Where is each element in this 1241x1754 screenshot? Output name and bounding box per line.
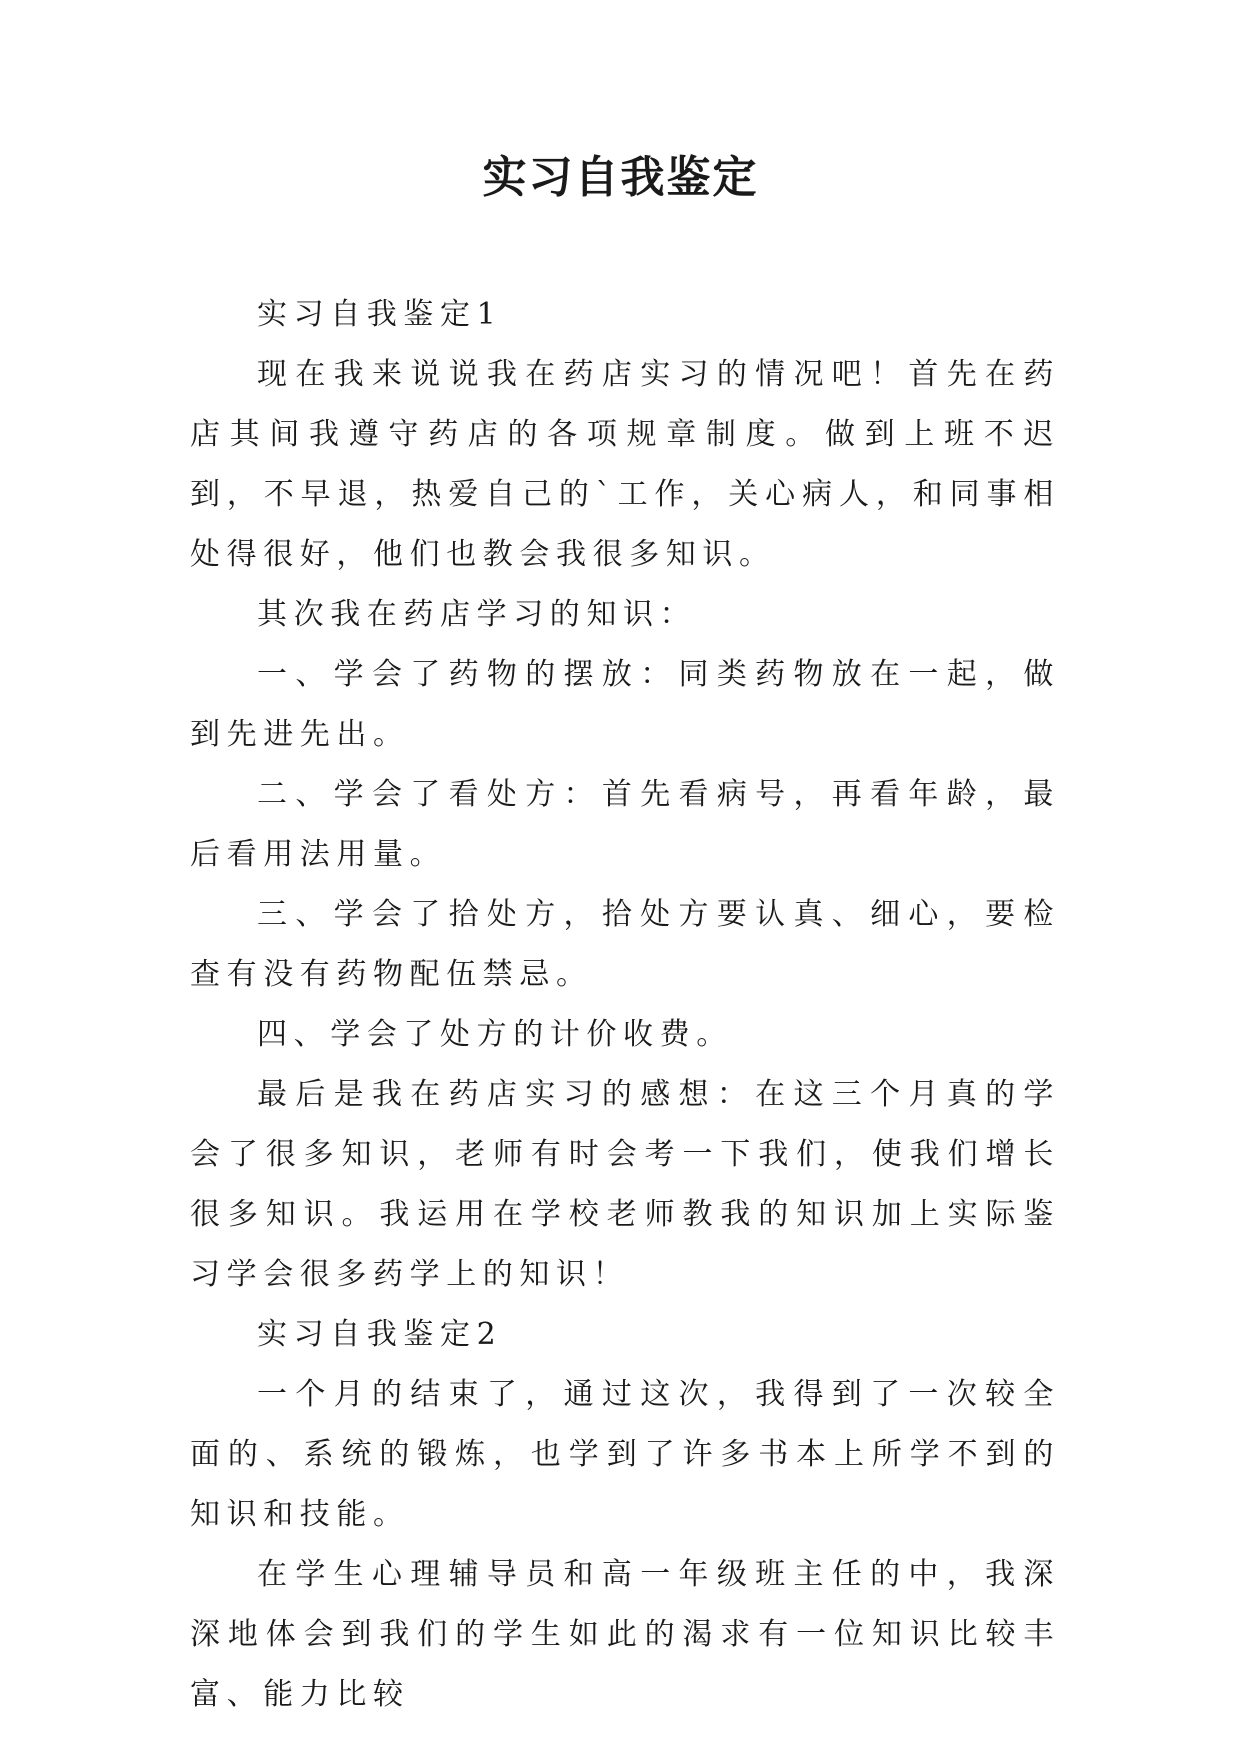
paragraph: 最后是我在药店实习的感想：在这三个月真的学会了很多知识，老师有时会考一下我们，使我们增长很多知识。我运用在学校老师教我的知识加上实际鉴习学会很多药学上的知识！ [190,1077,1060,1292]
paragraph: 一个月的结束了，通过这次，我得到了一次较全面的、系统的锻炼，也学到了许多书本上所学不到的知识和技能。 [190,1377,1060,1532]
list-item: 三、学会了拾处方，拾处方要认真、细心，要检查有没有药物配伍禁忌。 [190,897,1060,992]
list-item: 一、学会了药物的摆放：同类药物放在一起，做到先进先出。 [190,657,1060,752]
document-body [190,285,1060,1725]
paragraph: 在学生心理辅导员和高一年级班主任的中，我深深地体会到我们的学生如此的渴求有一位知识比较丰富、能力比较 [190,1557,1060,1712]
section-heading-2: 实习自我鉴定2 [257,1317,503,1352]
paragraph: 现在我来说说我在药店实习的情况吧！首先在药店其间我遵守药店的各项规章制度。做到上班不迟到，不早退，热爱自己的`工作，关心病人，和同事相处得很好，他们也教会我很多知识。 [190,357,1060,572]
section-heading-1: 实习自我鉴定1 [257,297,503,332]
document-title: 实习自我鉴定 [482,152,759,203]
paragraph: 其次我在药店学习的知识： [257,597,697,632]
list-item: 四、学会了处方的计价收费。 [257,1017,733,1052]
list-item: 二、学会了看处方：首先看病号，再看年龄，最后看用法用量。 [190,777,1060,872]
